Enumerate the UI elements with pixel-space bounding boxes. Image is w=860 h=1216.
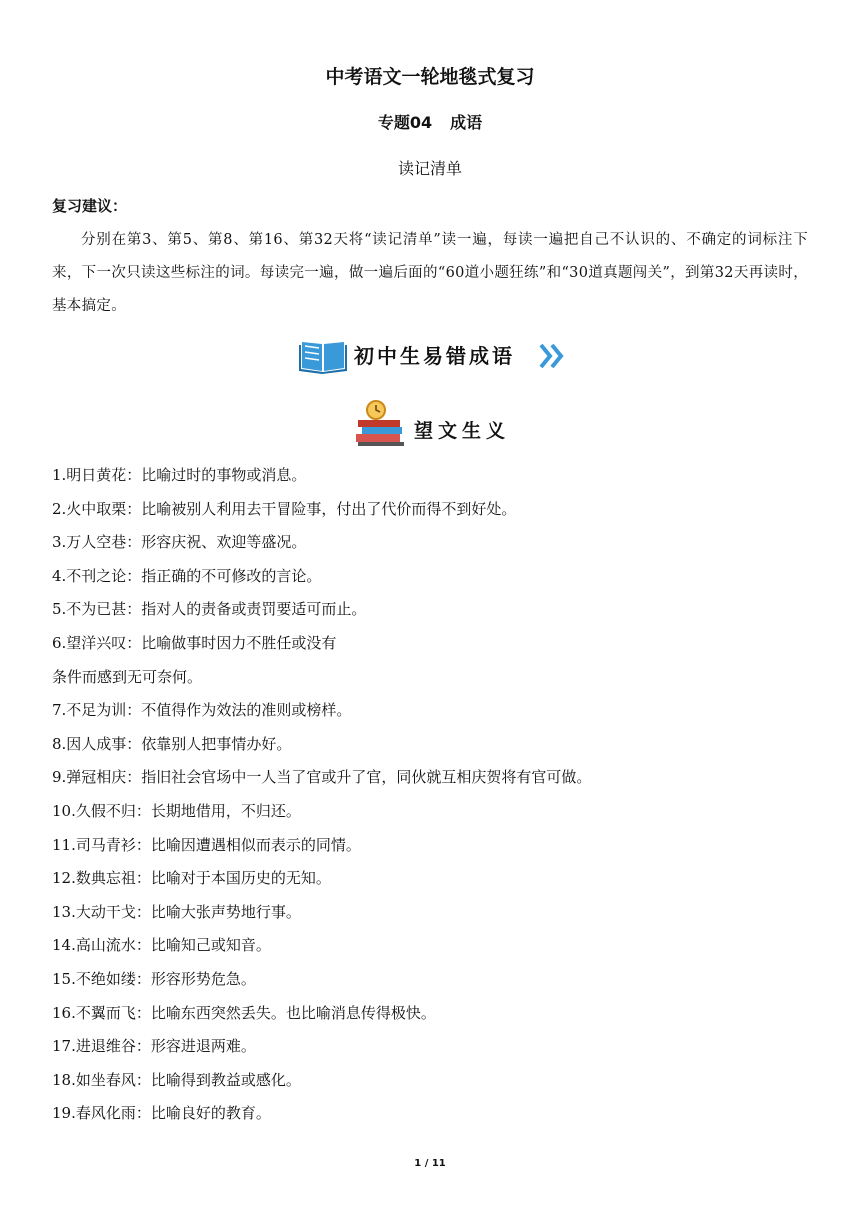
- banner-main-label: 初中生易错成语: [354, 344, 515, 368]
- list-item: 13.大动干戈：比喻大张声势地行事。: [52, 902, 301, 921]
- idiom-list: [52, 461, 812, 1133]
- list-item: 9.弹冠相庆：指旧社会官场中一人当了官或升了官，同伙就互相庆贺将有官可做。: [52, 768, 592, 787]
- list-item: 1.明日黄花：比喻过时的事物或消息。: [52, 466, 307, 484]
- doc-title: 中考语文一轮地毯式复习: [325, 66, 535, 88]
- banner-sub-label: 望文生义: [414, 420, 511, 442]
- subtitle-topic: 专题04: [377, 113, 433, 132]
- list-item: 2.火中取栗：比喻被别人利用去干冒险事，付出了代价而得不到好处。: [52, 499, 517, 518]
- double-chevron-right-icon: [538, 342, 568, 370]
- banner-main: [298, 336, 568, 376]
- doc-subtitle: [0, 110, 860, 133]
- list-item: 17.进退维谷：形容进退两难。: [52, 1037, 256, 1056]
- list-item: 15.不绝如缕：形容形势危急。: [52, 969, 256, 988]
- list-item: 8.因人成事：依靠别人把事情办好。: [52, 734, 292, 753]
- list-item: 4.不刊之论：指正确的不可修改的言论。: [52, 566, 322, 585]
- advice-paragraph: 分别在第3、第5、第8、第16、第32天将“读记清单”读一遍，每读一遍把自己不认识的、不确定的词标注下来，下一次只读这些标注的词。每读完一遍，做一遍后面的“60道小题狂练”和“30道真题闯关”，到第32天再读时，基本搞定。: [52, 232, 808, 314]
- banner-sub: [354, 398, 514, 448]
- list-item: 10.久假不归：长期地借用，不归还。: [52, 801, 301, 820]
- advice-heading: 复习建议：: [52, 197, 128, 215]
- section-title: 读记清单: [397, 159, 462, 178]
- list-item: 5.不为已甚：指对人的责备或责罚要适可而止。: [52, 600, 367, 619]
- list-item: 14.高山流水：比喻知己或知音。: [52, 936, 271, 955]
- list-item: 19.春风化雨：比喻良好的教育。: [52, 1104, 271, 1123]
- subtitle-name: 成语: [450, 113, 483, 132]
- list-item: 7.不足为训：不值得作为效法的准则或榜样。: [52, 701, 352, 720]
- open-book-icon: [298, 336, 348, 374]
- list-item: 18.如坐春风：比喻得到教益或感化。: [52, 1070, 301, 1089]
- list-item: 11.司马青衫：比喻因遭遇相似而表示的同情。: [52, 835, 361, 854]
- books-clock-icon: [354, 398, 410, 448]
- list-item: 3.万人空巷：形容庆祝、欢迎等盛况。: [52, 533, 307, 552]
- list-item: 12.数典忘祖：比喻对于本国历史的无知。: [52, 869, 331, 888]
- page-number: 1 / 11: [414, 1158, 446, 1169]
- list-item: 条件而感到无可奈何。: [52, 667, 203, 686]
- list-item: 16.不翼而飞：比喻东西突然丢失。也比喻消息传得极快。: [52, 1003, 436, 1022]
- list-item: 6.望洋兴叹：比喻做事时因力不胜任或没有: [52, 633, 337, 652]
